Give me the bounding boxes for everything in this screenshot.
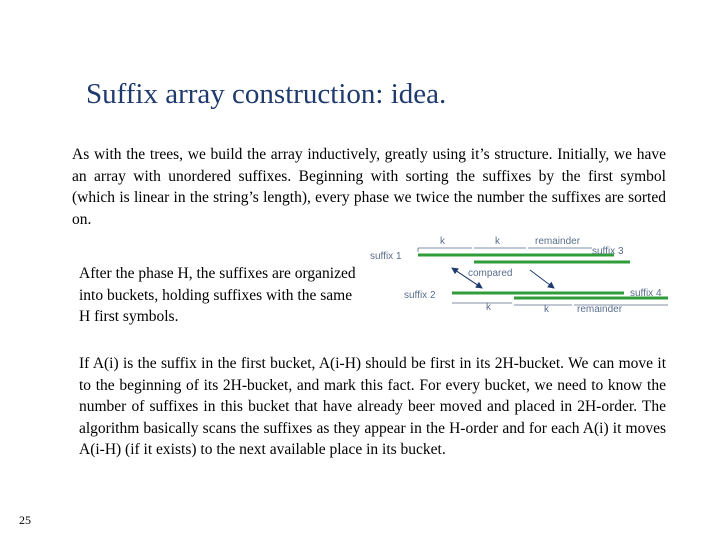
k-label-bottom-1: k — [486, 302, 491, 313]
suffix-comparison-diagram — [362, 228, 672, 318]
suffix-1-label: suffix 1 — [370, 251, 402, 262]
remainder-label-top: remainder — [535, 236, 581, 247]
compared-label: compared — [468, 268, 513, 279]
intro-paragraph: As with the trees, we build the array inductively, greatly using it’s structure. Initially, we have an array with unordered suffixes. Beginning with sorting the suffixes by the first symbol (which is linear in the string’s length), every phase we twice the number the suffixes are sorted on. — [72, 146, 666, 228]
algorithm-paragraph: If A(i) is the suffix in the first bucket, A(i-H) should be first in its 2H-bucket. We can move it to the beginning of its 2H-bucket, and mark this fact. For every bucket, we need to know the number of suffixes in this bucket that have already beer moved and placed in 2H-order. The algorithm basically scans the suffixes as they appear in the H-order and for each A(i) it moves A(i-H) (if it exists) to the next available place in its bucket. — [79, 355, 666, 458]
k-label-top-1: k — [440, 236, 445, 247]
compare-arrow-2 — [530, 270, 554, 288]
k-label-bottom-2: k — [544, 304, 549, 315]
slide-title: Suffix array construction: idea. — [86, 78, 447, 110]
page-number: 25 — [19, 513, 31, 527]
suffix-4-label: suffix 4 — [630, 288, 662, 299]
buckets-paragraph: After the phase H, the suffixes are organized into buckets, holding suffixes with the same H first symbols. — [79, 265, 356, 325]
suffix-3-label: suffix 3 — [592, 246, 624, 257]
remainder-label-bottom: remainder — [577, 304, 623, 315]
suffix-2-label: suffix 2 — [404, 290, 436, 301]
k-label-top-2: k — [495, 236, 500, 247]
